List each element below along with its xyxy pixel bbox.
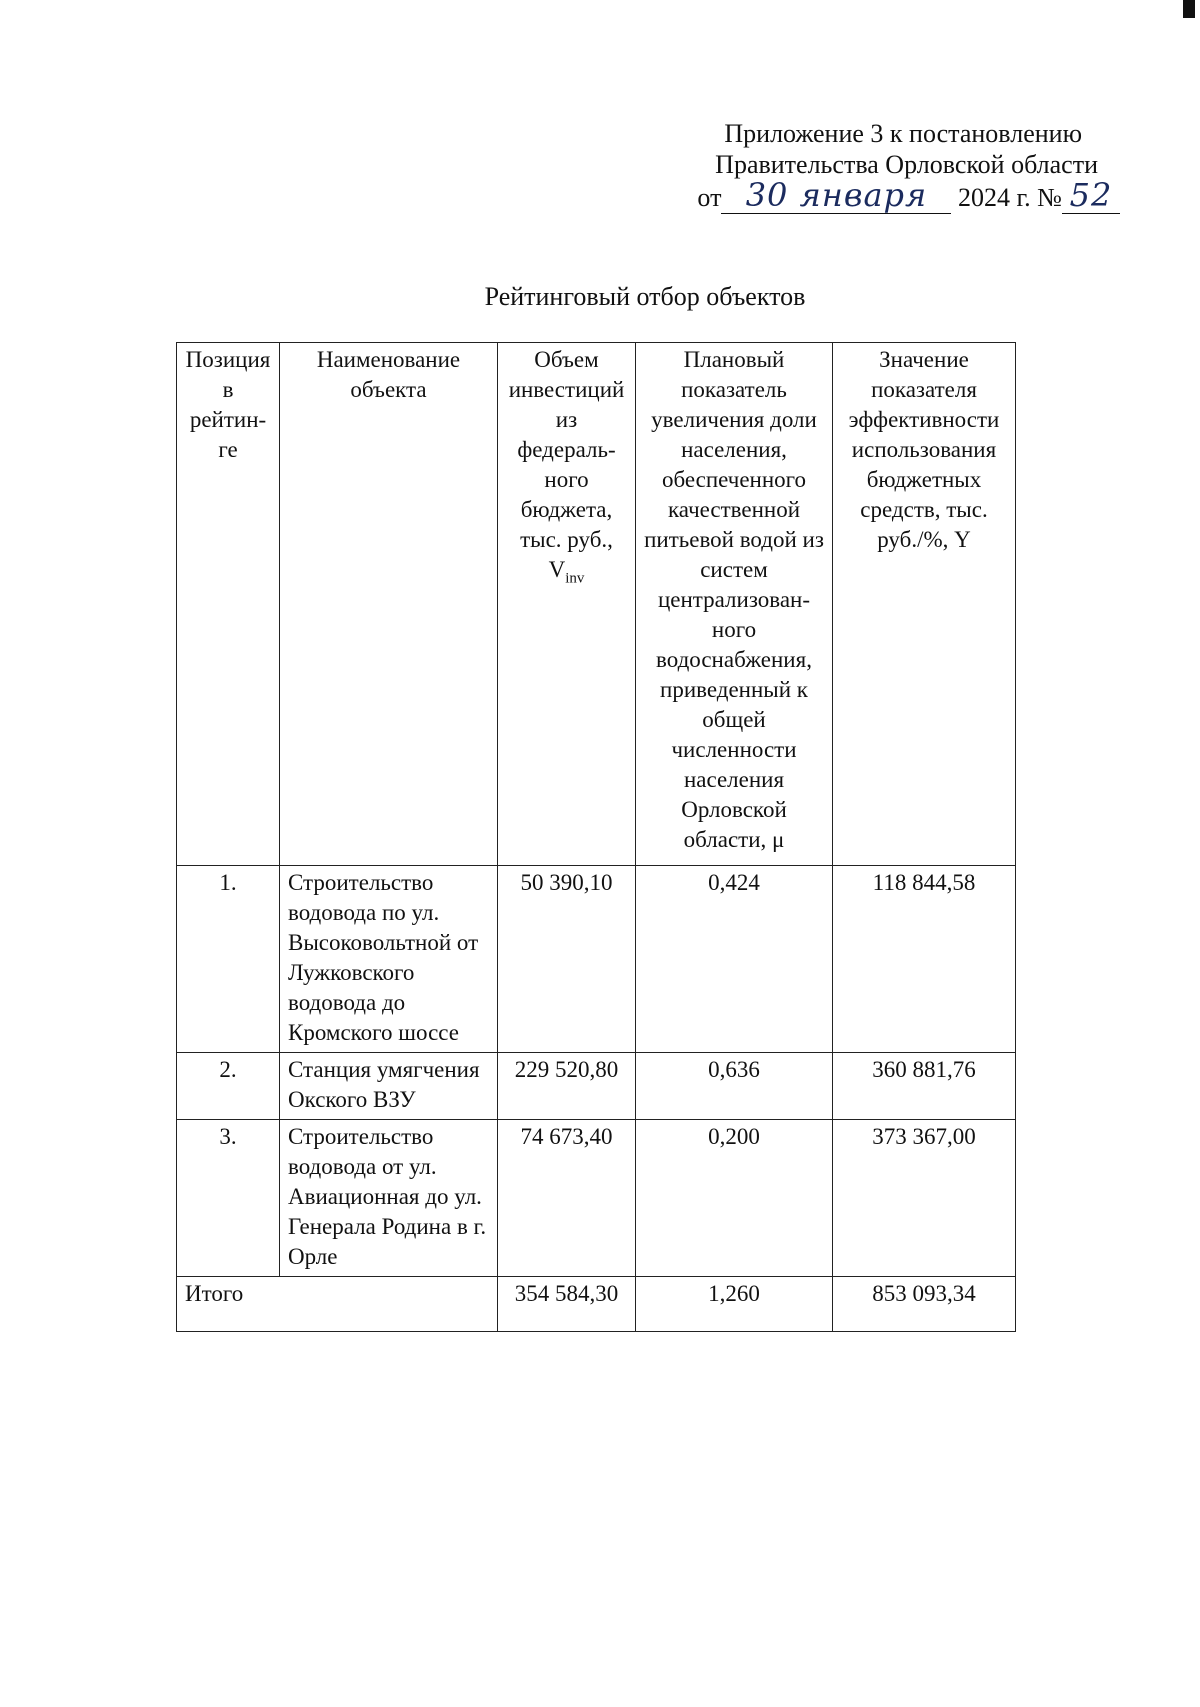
col-header-volume-sub: inv [565,570,585,587]
date-prefix: от [697,183,722,212]
total-plan: 1,260 [636,1277,833,1332]
cell-position: 2. [177,1053,280,1120]
table-row [177,866,1016,1053]
col-header-position: Позиция в рейтин-ге [177,343,280,866]
col-header-volume-text: Объем инвестиций из федераль-ного бюджета, тыс. руб., V [508,347,625,582]
scan-corner-mark [1183,0,1195,18]
cell-efficiency: 360 881,76 [833,1053,1016,1120]
col-header-name: Наименование объекта [280,343,498,866]
cell-volume: 229 520,80 [498,1053,636,1120]
col-header-efficiency: Значение показателя эффективности использования бюджетных средств, тыс. руб./%, Y [833,343,1016,866]
cell-volume: 74 673,40 [498,1120,636,1277]
government-line: Правительства Орловской области [715,150,1098,179]
total-row [177,1277,1016,1332]
total-volume: 354 584,30 [498,1277,636,1332]
cell-efficiency: 118 844,58 [833,866,1016,1053]
total-efficiency: 853 093,34 [833,1277,1016,1332]
cell-volume: 50 390,10 [498,866,636,1053]
col-header-volume [498,343,636,866]
page-title: Рейтинговый отбор объектов [484,282,806,311]
table-row [177,1120,1016,1277]
rating-table [176,342,1016,1332]
table-header-row [177,343,1016,866]
date-field [721,176,951,214]
document-header [600,118,1120,214]
handwritten-number: 52 [1069,176,1113,214]
col-header-plan: Плановый показатель увеличения доли населения, обеспеченного качественной питьевой водой из систем централизован-ного водоснабжения, приведенный к общей численности населения Орловской области, μ [636,343,833,866]
cell-efficiency: 373 367,00 [833,1120,1016,1277]
number-field [1062,176,1120,214]
year-number-label: 2024 г. № [957,183,1062,212]
cell-position: 3. [177,1120,280,1277]
cell-plan: 0,636 [636,1053,833,1120]
cell-name: Станция умягчения Окского ВЗУ [280,1053,498,1120]
cell-name: Строительство водовода от ул. Авиационная до ул. Генерала Родина в г. Орле [280,1120,498,1277]
cell-name: Строительство водовода по ул. Высоковольтной от Лужковского водовода до Кромского шоссе [280,866,498,1053]
handwritten-date: 30 января [745,176,928,214]
table-row [177,1053,1016,1120]
cell-plan: 0,200 [636,1120,833,1277]
cell-position: 1. [177,866,280,1053]
appendix-line: Приложение 3 к постановлению [724,119,1082,148]
cell-plan: 0,424 [636,866,833,1053]
total-label: Итого [177,1277,498,1332]
date-number-line [600,176,1120,214]
